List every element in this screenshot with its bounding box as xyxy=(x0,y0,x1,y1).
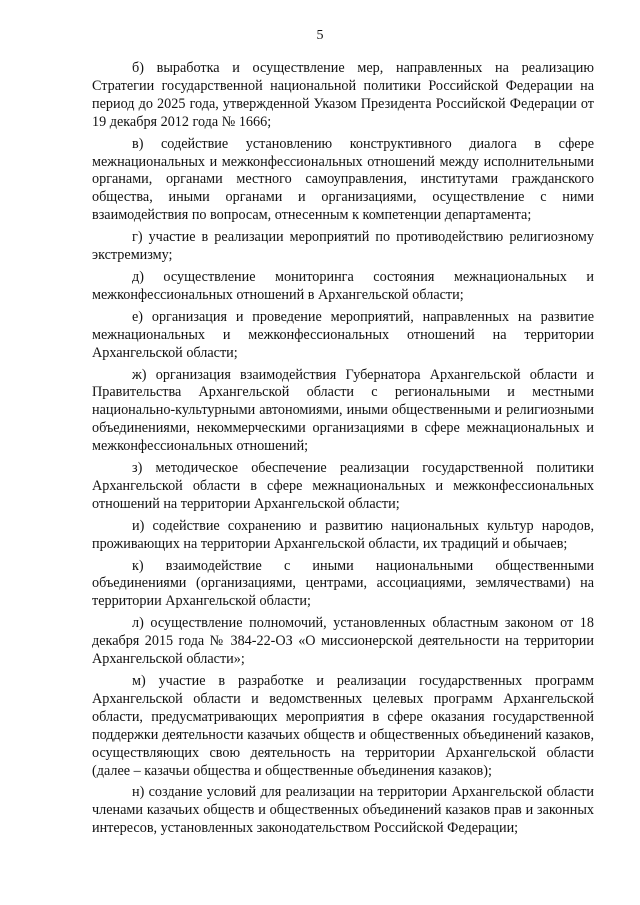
paragraph-v: в) содействие установлению конструктивного диалога в сфере межнациональных и межконфессиональных отношений между исполнительными органами, органами местного самоуправления, институтами гражданского общества, иными органами и организациями, осуществление с ними взаимодействия по вопросам, отнесенным к компетенции департамента; xyxy=(92,135,594,224)
document-body xyxy=(92,60,594,842)
paragraph-z: з) методическое обеспечение реализации государственной политики Архангельской области в сфере межнациональных и межконфессиональных отношений на территории Архангельской области; xyxy=(92,460,594,512)
paragraph-g: г) участие в реализации мероприятий по противодействию религиозному экстремизму; xyxy=(92,229,594,264)
paragraph-l: л) осуществление полномочий, установленных областным законом от 18 декабря 2015 года № 384-22-ОЗ «О миссионерской деятельности на территории Архангельской области»; xyxy=(92,615,594,668)
page-number: 5 xyxy=(316,28,324,43)
paragraph-m: м) участие в разработке и реализации государственных программ Архангельской области и ведомственных целевых программ Архангельской области, предусматривающих мероприятия в сфере оказания государственной поддержки деятельности казачьих обществ и общественных объединений казаков, осуществляющих свою деятельность на территории Архангельской области (далее – казачьи общества и общественные объединения казаков); xyxy=(92,673,594,779)
paragraph-b: б) выработка и осуществление мер, направленных на реализацию Стратегии государственной национальной политики Российской Федерации на период до 2025 года, утвержденной Указом Президента Российской Федерации от 19 декабря 2012 года № 1666; xyxy=(92,60,594,130)
paragraph-n: н) создание условий для реализации на территории Архангельской области членами казачьих обществ и общественных объединений казаков прав и законных интересов, установленных законодательством Российской Федерации; xyxy=(92,784,594,837)
paragraph-e: е) организация и проведение мероприятий, направленных на развитие межнациональных и межконфессиональных отношений на территории Архангельской области; xyxy=(92,308,594,361)
paragraph-zh: ж) организация взаимодействия Губернатора Архангельской области и Правительства Архангельской области с региональными и местными национально-культурными автономиями, иными общественными и религиозными объединениями, некоммерческими организациями в сфере межнациональных и межконфессиональных отношений; xyxy=(92,366,594,455)
paragraph-d: д) осуществление мониторинга состояния межнациональных и межконфессиональных отношений в Архангельской области; xyxy=(92,268,594,303)
paragraph-i: и) содействие сохранению и развитию национальных культур народов, проживающих на территории Архангельской области, их традиций и обычаев; xyxy=(92,517,594,552)
paragraph-k: к) взаимодействие с иными национальными общественными объединениями (организациями, центрами, ассоциациями, землячествами) на территории Архангельской области; xyxy=(92,557,594,610)
